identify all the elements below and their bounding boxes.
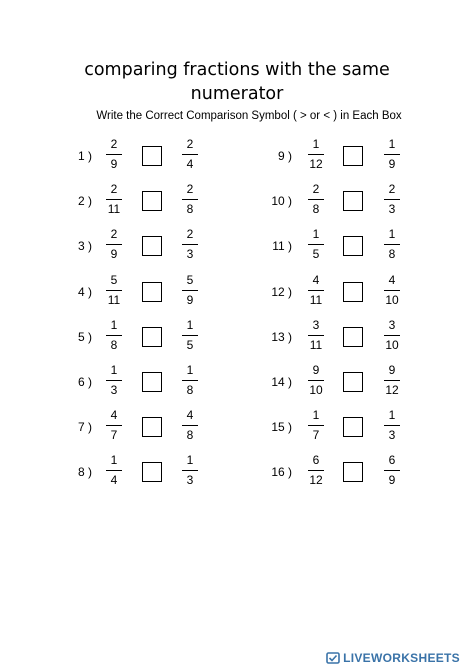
numerator: 1 [186,453,194,468]
denominator: 10 [385,292,399,307]
instructions: Write the Correct Comparison Symbol ( > or < ) in Each Box [96,110,402,122]
problem-number: 6 ) [77,375,92,389]
denominator: 3 [388,428,396,443]
problem-number: 11 ) [272,239,292,254]
denominator: 8 [110,337,118,352]
liveworksheets-logo-icon [326,651,340,665]
numerator: 1 [312,137,320,151]
denominator: 8 [186,428,194,443]
fraction-left [304,273,328,313]
numerator: 2 [110,182,118,197]
denominator: 4 [186,157,194,171]
denominator: 7 [312,428,320,443]
problem-number: 7 ) [77,420,92,435]
numerator: 9 [388,363,396,377]
answer-box[interactable] [343,236,363,256]
problem-row [0,408,474,448]
denominator: 5 [312,247,320,262]
problem-row [0,227,474,267]
denominator: 11 [107,292,121,307]
denominator: 8 [186,383,194,397]
answer-box[interactable] [343,191,363,211]
numerator: 4 [312,272,320,287]
denominator: 3 [110,383,118,397]
numerator: 4 [110,408,118,423]
fraction-bar [308,470,324,471]
denominator: 12 [385,383,399,397]
fraction-right [380,318,404,358]
fraction-right [380,182,404,222]
fraction-bar [384,154,400,155]
problem-number: 5 ) [77,329,92,344]
denominator: 3 [186,247,194,262]
numerator: 1 [312,408,320,423]
fraction-bar [308,199,324,200]
denominator: 11 [309,292,323,307]
fraction-left [304,227,328,267]
fraction-bar [308,290,324,291]
answer-box[interactable] [343,282,363,302]
denominator: 9 [388,473,396,488]
problem-row [0,363,474,403]
numerator: 2 [186,137,194,151]
answer-box[interactable] [343,417,363,437]
fraction-left [304,453,328,493]
numerator: 9 [312,363,320,377]
fraction-right [380,453,404,493]
numerator: 2 [388,182,396,197]
fraction-bar [384,290,400,291]
fraction-bar [384,335,400,336]
numerator: 1 [186,363,194,377]
fraction-bar [308,244,324,245]
denominator: 5 [186,337,194,352]
numerator: 2 [110,137,118,151]
problem-row [0,318,474,358]
numerator: 3 [312,317,320,332]
denominator: 10 [385,337,399,352]
numerator: 4 [388,272,396,287]
numerator: 3 [388,317,396,332]
numerator: 5 [186,272,194,287]
numerator: 1 [388,408,396,423]
numerator: 1 [110,317,118,332]
problem-number: 2 ) [77,194,92,209]
problem-number: 15 ) [271,420,292,435]
denominator: 7 [110,428,118,443]
problem-number: 16 ) [271,465,292,480]
numerator: 1 [388,137,396,151]
problem-number: 14 ) [271,375,292,389]
fraction-bar [384,199,400,200]
numerator: 5 [110,272,118,287]
problem-row [0,137,474,177]
answer-box[interactable] [343,372,363,392]
fraction-right [380,408,404,448]
fraction-left [304,363,328,403]
answer-box[interactable] [343,327,363,347]
denominator: 9 [388,157,396,171]
problem-number: 3 ) [77,239,92,254]
problem-row [0,273,474,313]
numerator: 1 [312,227,320,242]
worksheet-title: comparing fractions with the same [84,60,390,80]
denominator: 4 [110,473,118,488]
problem-number: 9 ) [277,149,292,163]
numerator: 2 [186,227,194,242]
answer-box[interactable] [343,462,363,482]
denominator: 8 [312,202,320,217]
numerator: 4 [186,408,194,423]
numerator: 6 [388,453,396,468]
fraction-right [380,363,404,403]
fraction-bar [308,425,324,426]
problem-number: 13 ) [271,329,292,344]
denominator: 9 [110,247,118,262]
problem-number: 10 ) [271,194,292,209]
footer-brand-text: LIVEWORKSHEETS [343,651,460,665]
numerator: 2 [312,182,320,197]
worksheet-title-line2: numerator [190,84,284,104]
liveworksheets-footer [326,651,460,665]
problem-number: 4 ) [77,284,92,299]
problem-number: 1 ) [77,149,92,163]
fraction-bar [384,244,400,245]
denominator: 11 [107,202,121,217]
fraction-left [304,408,328,448]
fraction-right [380,273,404,313]
numerator: 1 [110,363,118,377]
numerator: 1 [186,317,194,332]
denominator: 12 [309,157,323,171]
fraction-bar [384,425,400,426]
denominator: 9 [186,292,194,307]
fraction-bar [384,470,400,471]
fraction-left [304,182,328,222]
problem-row [0,453,474,493]
fraction-bar [308,154,324,155]
problem-row [0,182,474,222]
answer-box[interactable] [343,146,363,166]
fraction-right [380,227,404,267]
denominator: 9 [110,157,118,171]
fraction-left [304,137,328,177]
denominator: 8 [388,247,396,262]
fraction-left [304,318,328,358]
denominator: 11 [309,337,323,352]
fraction-right [380,137,404,177]
denominator: 8 [186,202,194,217]
denominator: 10 [309,383,323,397]
numerator: 2 [186,182,194,197]
problem-number: 8 ) [77,465,92,480]
fraction-bar [384,380,400,381]
numerator: 1 [110,453,118,468]
fraction-bar [308,380,324,381]
denominator: 12 [309,473,323,488]
numerator: 2 [110,227,118,242]
numerator: 1 [388,227,396,242]
denominator: 3 [388,202,396,217]
numerator: 6 [312,453,320,468]
denominator: 3 [186,473,194,488]
fraction-bar [308,335,324,336]
problem-number: 12 ) [271,284,292,299]
